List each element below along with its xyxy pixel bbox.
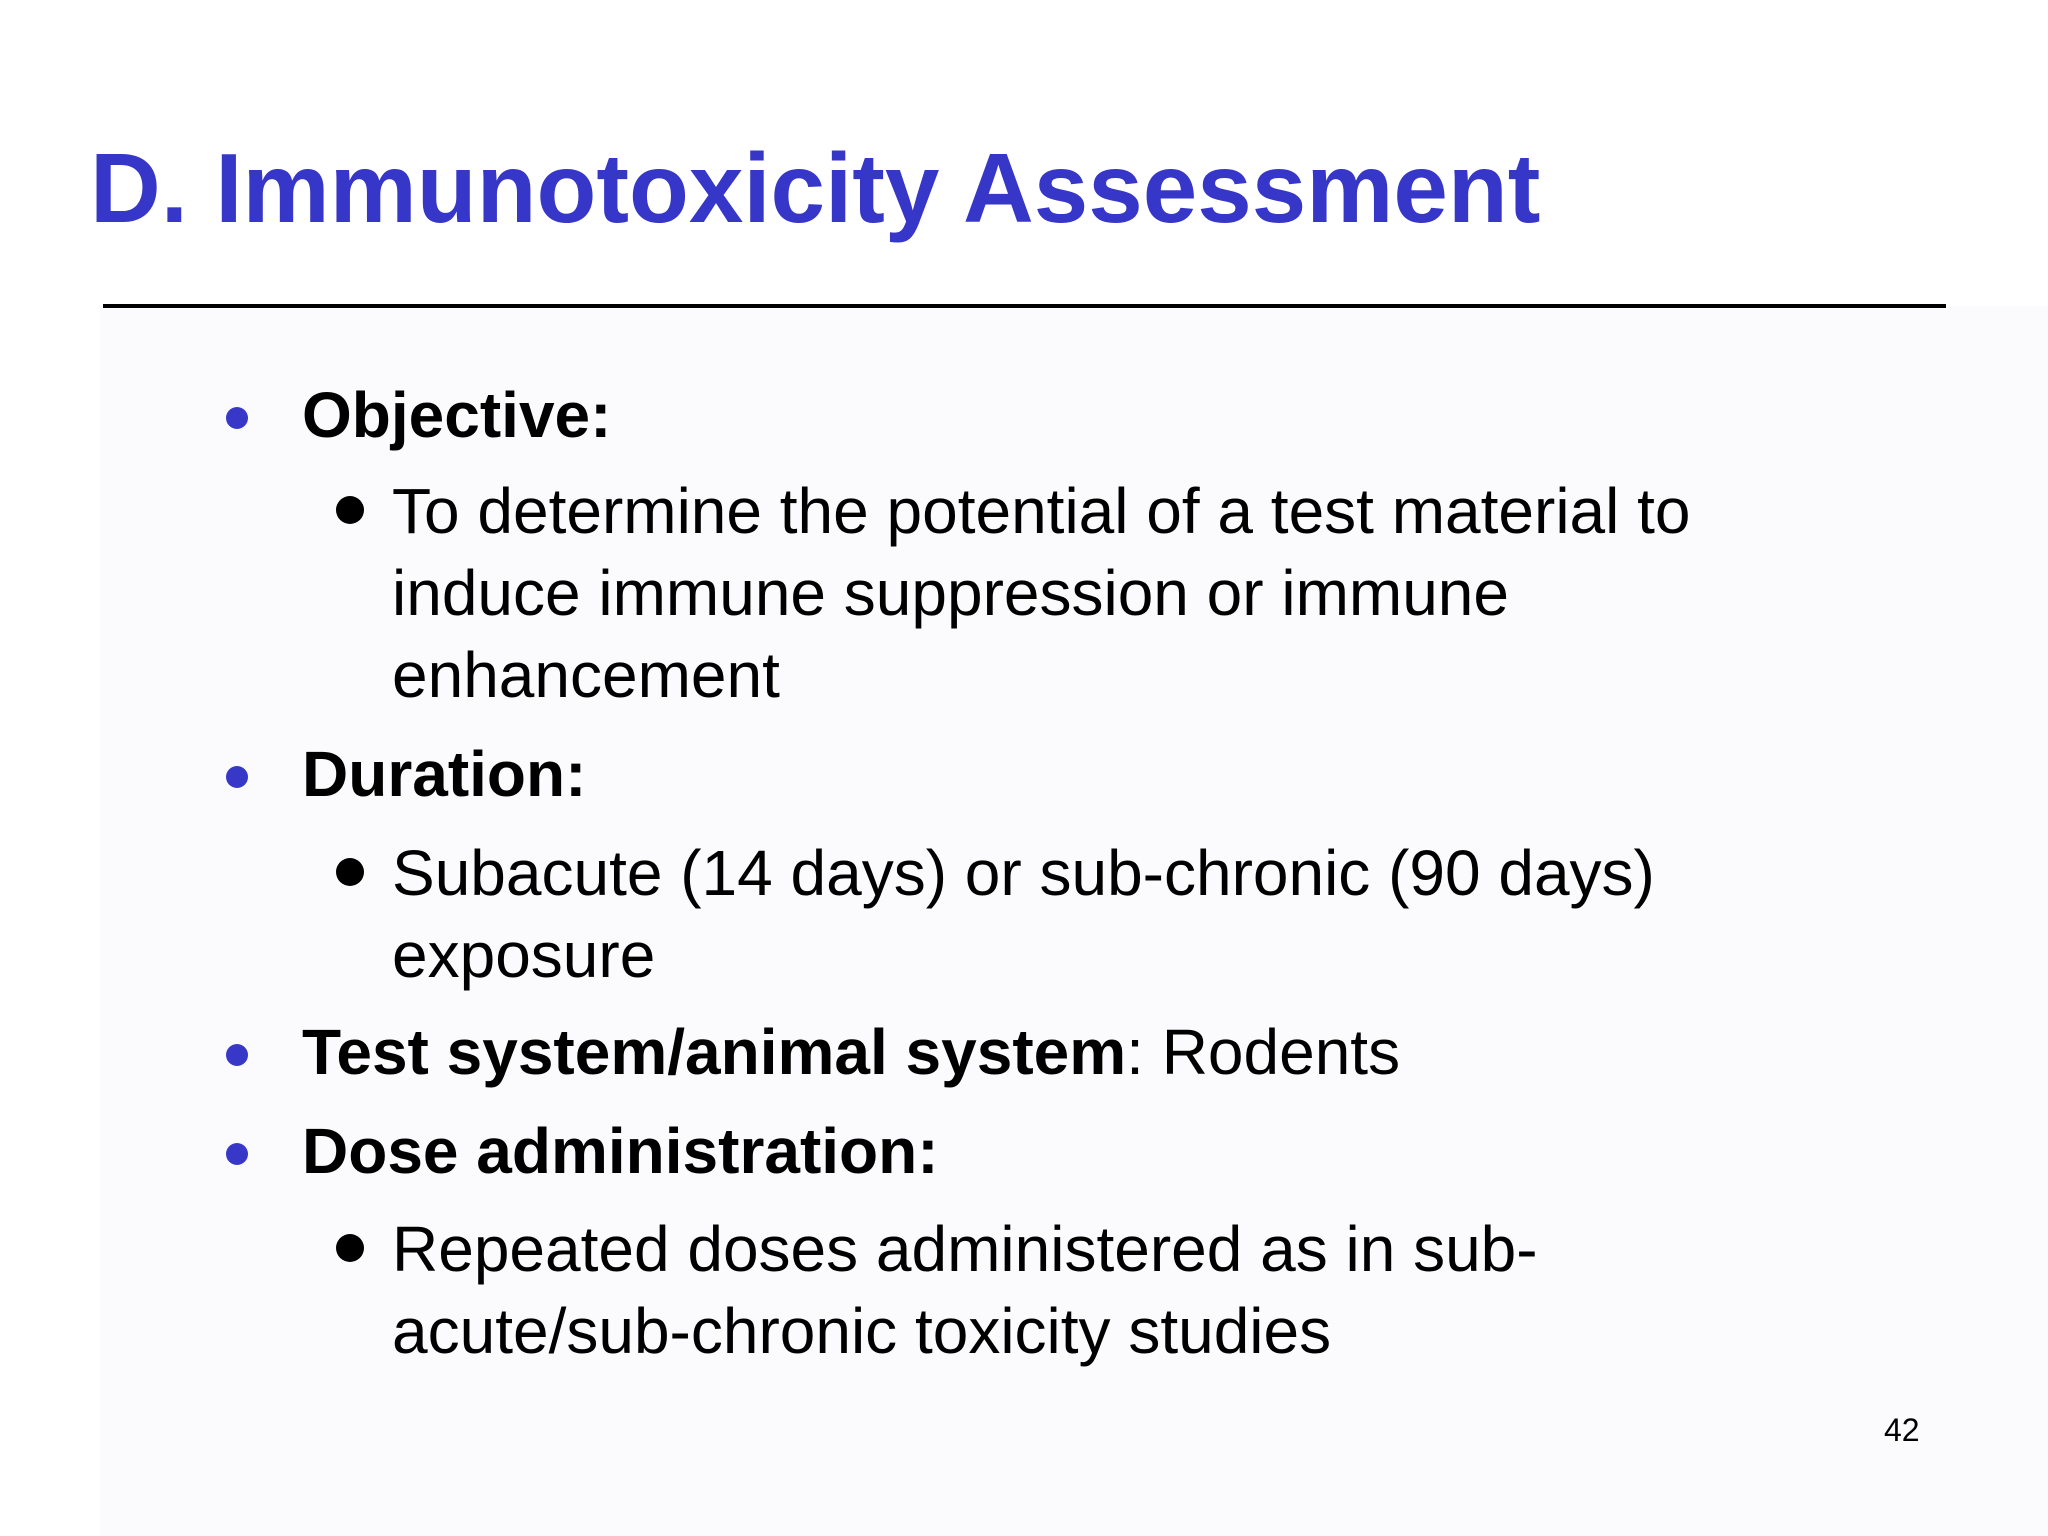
sub-bullet-line: acute/sub-chronic toxicity studies bbox=[392, 1295, 1332, 1367]
page-number: 42 bbox=[1884, 1412, 1920, 1448]
level1-bullet-icon bbox=[226, 407, 248, 429]
level1-bullet-icon bbox=[226, 766, 248, 788]
sub-bullet-line: To determine the potential of a test material to bbox=[392, 475, 1691, 547]
sub-bullet-line: exposure bbox=[392, 919, 656, 991]
sub-bullet-line: enhancement bbox=[392, 639, 780, 711]
bullet-value: : Rodents bbox=[1126, 1016, 1401, 1088]
bullet-label: Duration: bbox=[302, 738, 587, 810]
bullet-label: Test system/animal system bbox=[302, 1016, 1127, 1088]
bullet-duration bbox=[302, 733, 586, 815]
level1-bullet-icon bbox=[226, 1143, 248, 1165]
level2-bullet-icon bbox=[336, 1234, 364, 1262]
sub-bullet-dose-administration bbox=[392, 1208, 1892, 1372]
bullet-label: Dose administration: bbox=[302, 1115, 939, 1187]
bullet-objective bbox=[302, 374, 611, 456]
slide-title: D. Immunotoxicity Assessment bbox=[90, 133, 1541, 243]
sub-bullet-duration bbox=[392, 832, 1892, 996]
sub-bullet-line: Subacute (14 days) or sub-chronic (90 days) bbox=[392, 837, 1655, 909]
level2-bullet-icon bbox=[336, 496, 364, 524]
sub-bullet-line: induce immune suppression or immune bbox=[392, 557, 1509, 629]
level2-bullet-icon bbox=[336, 858, 364, 886]
level1-bullet-icon bbox=[226, 1044, 248, 1066]
bullet-dose-administration bbox=[302, 1110, 939, 1192]
sub-bullet-objective bbox=[392, 470, 1892, 716]
sub-bullet-line: Repeated doses administered as in sub- bbox=[392, 1213, 1538, 1285]
bullet-test-system bbox=[302, 1011, 1400, 1093]
bullet-label: Objective: bbox=[302, 379, 612, 451]
